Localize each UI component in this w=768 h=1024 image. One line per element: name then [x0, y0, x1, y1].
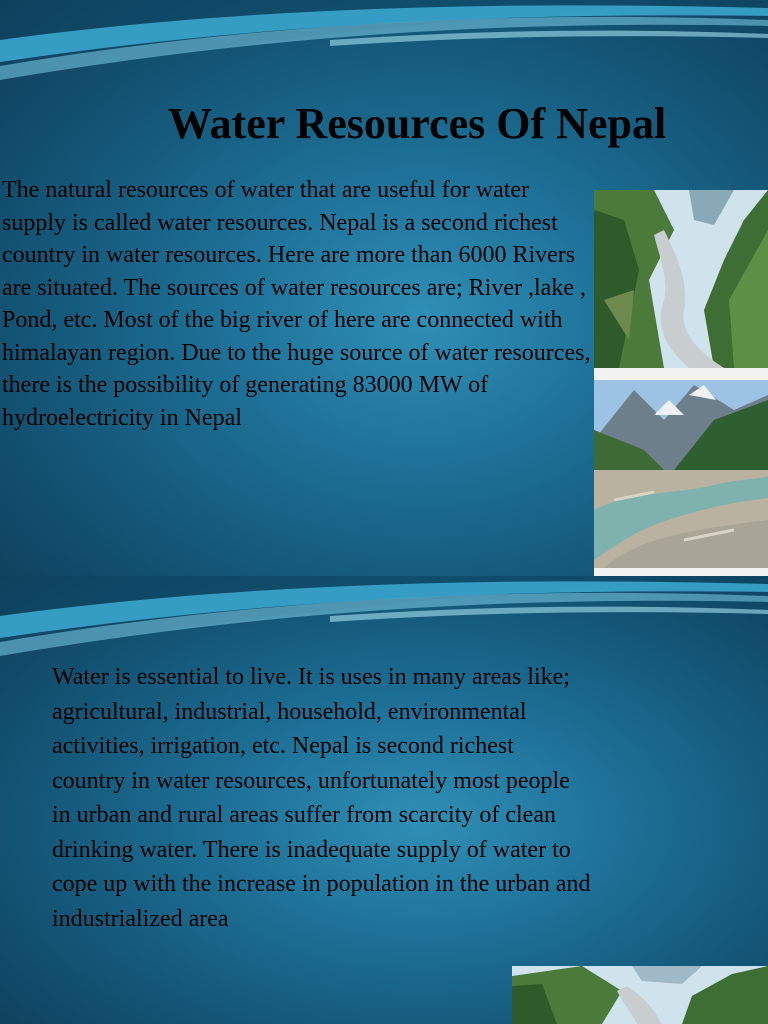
slide-2 — [0, 576, 768, 1024]
slide-2-paragraph: Water is essential to live. It is uses in many areas like; agricultural, industrial, household, environmental activities, irrigation, etc. Nepal is second richest country in water resources, unfortunately most people in urban and rural areas suffer from scarcity of clean drinking water. There is inadequate supply of water to cope up with the increase in population in the urban and industrialized area — [52, 664, 591, 932]
photo-divider — [594, 368, 768, 380]
header-swoosh-decoration — [0, 0, 768, 90]
river-valley-photo — [594, 380, 768, 568]
river-gorge-photo-thumbnail — [512, 966, 768, 1024]
slide-1-paragraph: The natural resources of water that are useful for water supply is called water resources. Nepal is a second richest country in water resources. Here are more than 6000 Rivers are situated. The sources of water resources are; River ,lake , Pond, etc. Most of the big river of here are connected with himalayan region. Due to the huge source of water resources, there is the possibility of generating 83000 MW of hydroelectricity in Nepal — [2, 177, 591, 431]
header-swoosh-decoration — [0, 576, 768, 666]
photo-bottom-border — [594, 568, 768, 576]
slide-title: Water Resources Of Nepal — [168, 99, 667, 148]
river-gorge-photo — [594, 190, 768, 368]
